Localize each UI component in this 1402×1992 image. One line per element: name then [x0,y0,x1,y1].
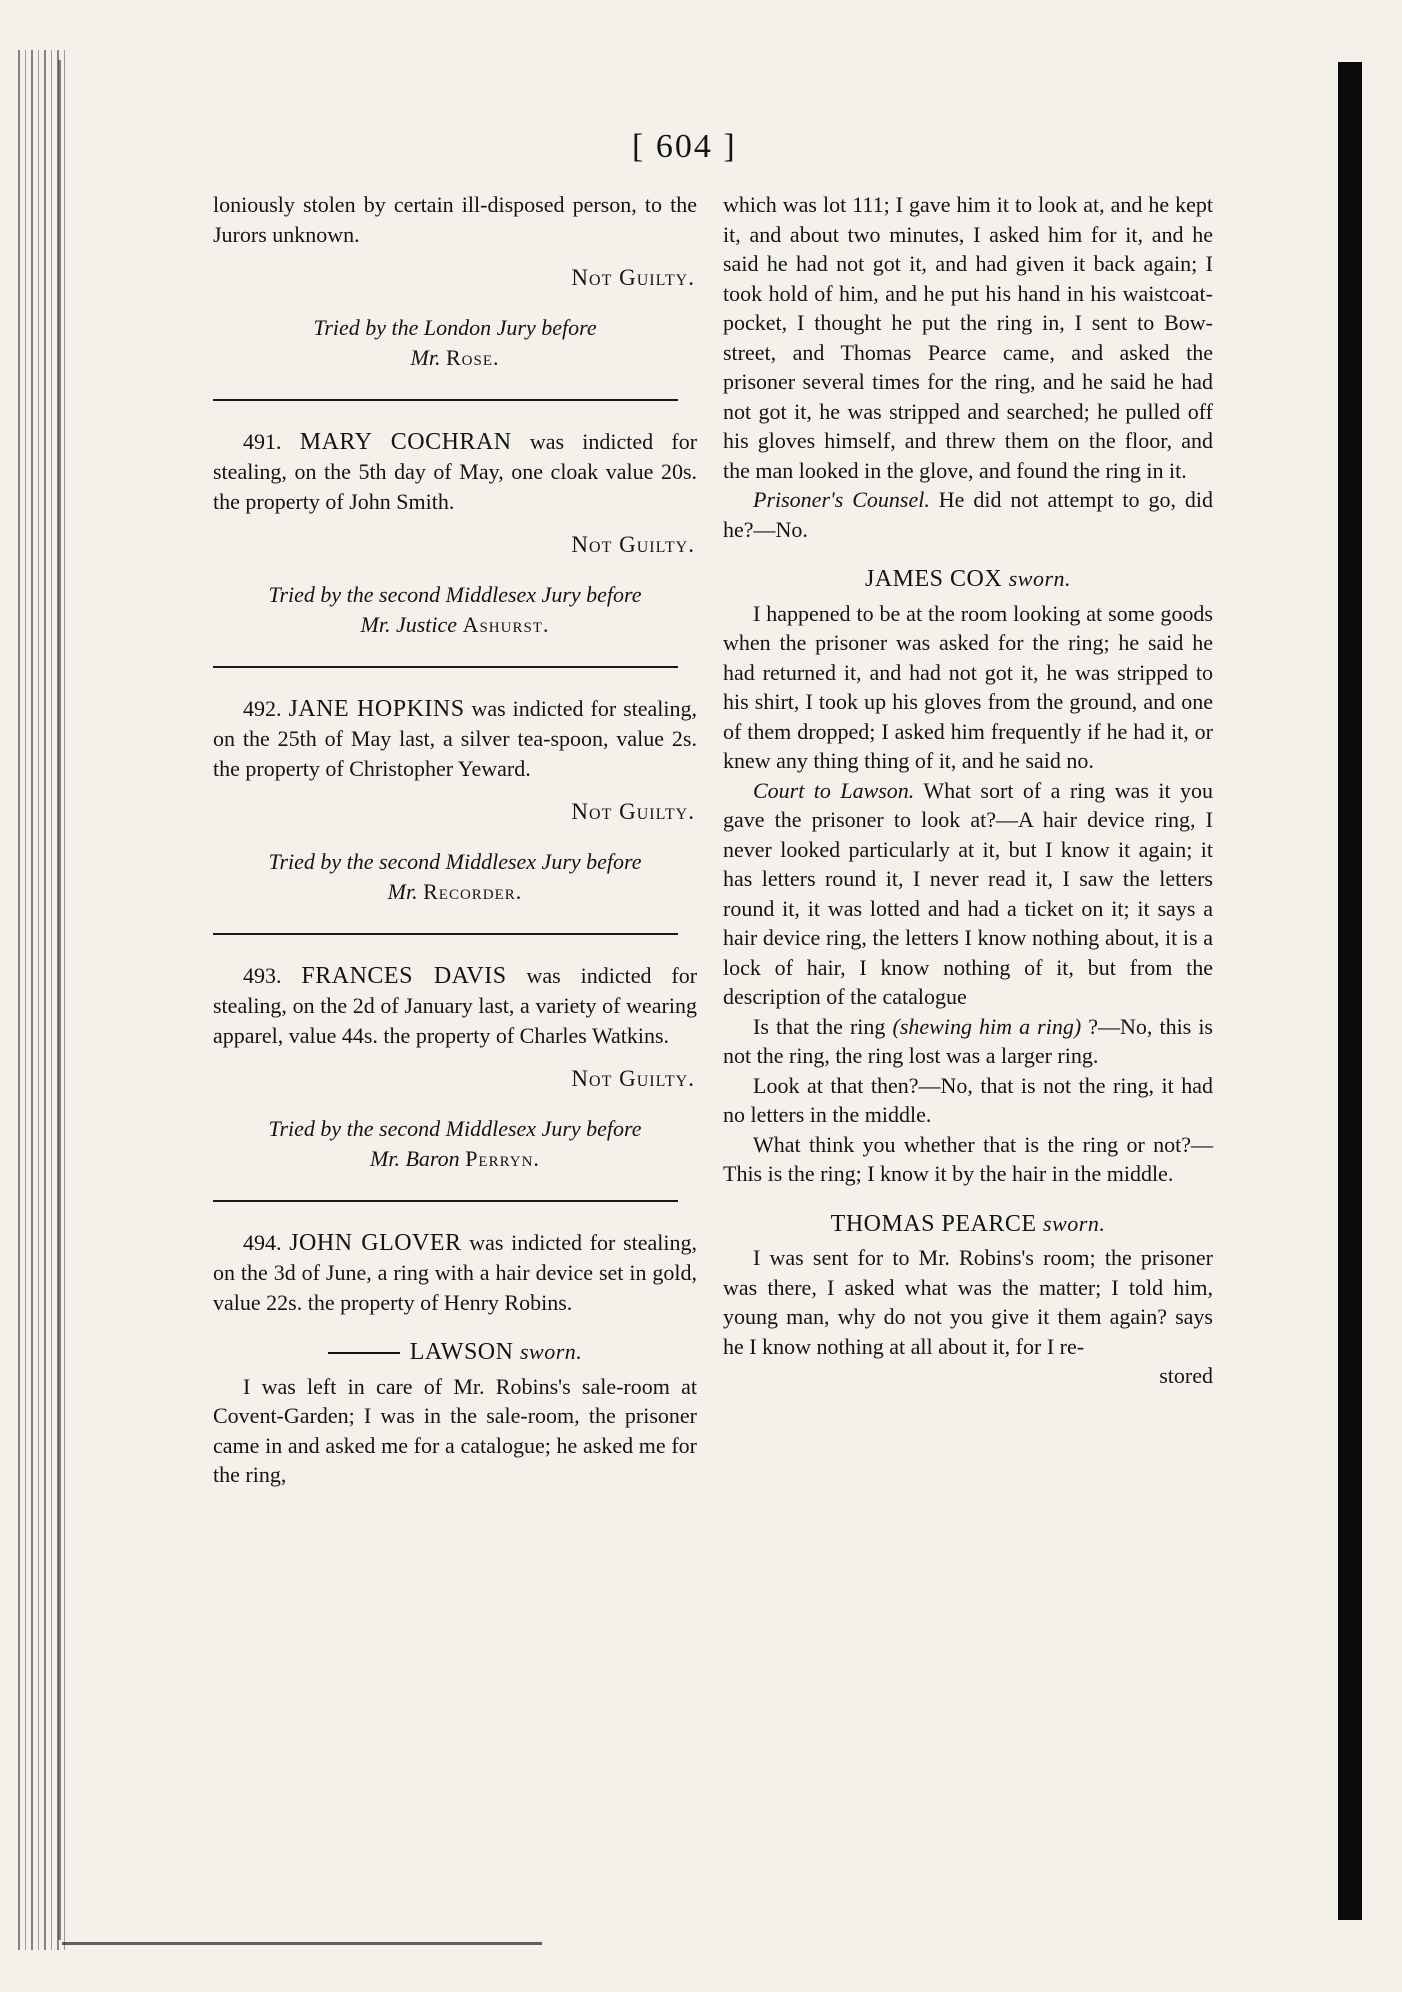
tried-by-note [213,313,697,373]
testimony-text: I was sent for to Mr. Robins's room; the prisoner was there, I asked what was the matter; I told him, young man, why do not you give it them again? says he I know nothing at all about it, for I re- [723,1245,1213,1359]
defendant-name: JANE HOPKINS [288,695,465,722]
case-number: 493. [243,962,282,988]
case-entry [213,694,697,784]
speaker-label: Court to Lawson. [753,777,915,803]
verdict: Not Guilty. [571,532,695,557]
defendant-name: MARY COCHRAN [299,428,512,455]
tried-by-note [213,580,697,640]
testimony-text: I happened to be at the room looking at some goods when the prisoner was asked for the ring; he said he had returned it, and had not got it, he was stripped to his shirt, I took up his gloves from the ground, and one of them dropped; I asked him frequently if he had it, or knew any thing thing of it, and he said no. [723,600,1213,773]
testimony-text: which was lot 111; I gave him it to look at, and he kept it, and about two minutes, I asked him for it, and he said he had not got it, and had given it back again; I took hold of him, and he put his hand in his waistcoat-pocket, I thought he put the ring in, I sent to Bow-street, and Thomas Pearce came, and asked the prisoner several times for the ring, and he said he had not got it, he was stripped and searched; he pulled off his gloves himself, and threw them on the floor, and the man looked in the glove, and found the ring in it. [723,192,1213,483]
answer-text: ?—No, this is not the ring, the ring lost was a larger ring. [723,1013,1213,1068]
question-answer: What think you whether that is the ring or not?—This is the ring; I know it by the hair in the middle. [723,1131,1213,1186]
catchword: stored [1159,1363,1213,1388]
case-text: was indicted for stealing, on the 5th day of May, one cloak value 20s. the property of John Smith. [213,428,698,514]
witness-name: THOMAS PEARCE [830,1210,1037,1237]
right-column [723,190,1213,1391]
tried-title: Mr. [387,878,418,904]
testimony-text: I was left in care of Mr. Robins's sale-room at Covent-Garden; I was in the sale-room, the prisoner came in and asked me for a catalogue; he asked me for the ring, [213,1373,697,1487]
binding-edge-line [58,60,61,1940]
case-number: 494. [243,1229,282,1255]
tried-title: Mr. [410,344,441,370]
witness-heading [723,564,1213,595]
tried-title: Mr. Justice [360,611,458,637]
verdict: Not Guilty. [571,799,695,824]
bottom-edge-line [62,1942,542,1945]
defendant-name: JOHN GLOVER [289,1229,462,1256]
case-text: was indicted for stealing, on the 25th of May last, a silver tea-spoon, value 2s. the property of Christopher Yeward. [213,695,698,781]
section-divider [213,666,678,668]
verdict: Not Guilty. [571,1066,695,1091]
judge-name: Ashurst. [462,611,550,637]
judge-name: Recorder. [423,878,523,904]
tried-by-note [213,847,697,907]
sworn-label: sworn. [1043,1210,1106,1236]
question-answer [723,1012,1213,1071]
judge-name: Rose. [445,344,500,370]
page-edge-shadow [1338,62,1362,1920]
case-number: 492. [243,695,282,721]
stage-direction: (shewing him a ring) [892,1013,1082,1039]
defendant-name: FRANCES DAVIS [301,962,507,989]
question-text: What sort of a ring was it you gave the prisoner to look at?—A hair device ring, I never looked particularly at it, but I know it again; it has letters round it, I never read it, I saw the letters round it, it was lotted and had a ticket on it; it says a hair device ring, the letters I know nothing about, it is a lock of hair, I know nothing of it, but from the description of the catalogue [723,777,1214,1009]
question-text: He did not attempt to go, did he?—No. [723,487,1213,542]
sworn-label: sworn. [1008,566,1071,591]
case-entry [213,961,697,1051]
court-question [723,776,1213,1012]
tried-title: Mr. Baron [370,1145,460,1171]
case-number: 491. [243,428,282,454]
witness-heading [213,1337,697,1368]
heading-dash [328,1352,400,1354]
tried-line: Tried by the second Middlesex Jury before [268,848,642,874]
judge-name: Perryn. [465,1145,540,1171]
left-column [213,190,697,1490]
witness-name: JAMES COX [865,566,1003,592]
section-divider [213,933,678,935]
case-entry [213,1228,697,1318]
section-divider [213,1200,678,1202]
question-answer: Look at that then?—No, that is not the ring, it had no letters in the middle. [723,1072,1213,1127]
page-number: [ 604 ] [632,128,737,165]
tried-by-note [213,1114,697,1174]
counsel-question [723,485,1213,544]
case-text: was indicted for stealing, on the 2d of January last, a variety of wearing apparel, value 44s. the property of Charles Watkins. [213,962,698,1048]
question-text: Is that the ring [753,1013,886,1039]
tried-line: Tried by the second Middlesex Jury before [268,581,642,607]
speaker-label: Prisoner's Counsel. [753,487,930,512]
opening-text: loniously stolen by certain ill-disposed person, to the Jurors unknown. [213,192,697,247]
case-text: was indicted for stealing, on the 3d of June, a ring with a hair device set in gold, value 22s. the property of Henry Robins. [213,1229,698,1315]
tried-line: Tried by the second Middlesex Jury before [268,1115,642,1141]
verdict: Not Guilty. [571,265,695,290]
sworn-label: sworn. [519,1339,583,1364]
case-entry [213,427,697,517]
section-divider [213,399,678,401]
witness-heading [723,1209,1213,1240]
witness-name: LAWSON [409,1339,514,1365]
tried-line: Tried by the London Jury before [313,314,597,340]
